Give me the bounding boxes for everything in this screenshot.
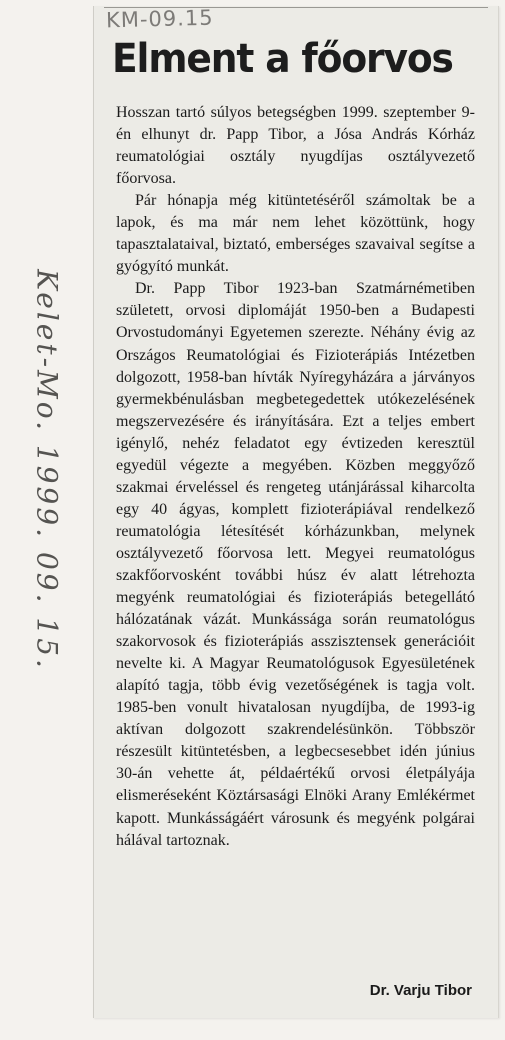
article-paragraph-2: Pár hónapja még kitüntetéséről számoltak be a lapok, és ma már nem lehet közöttünk, hogy tapasztalataival, biztató, emberséges szavaival segítse a gyógyító munkát. (116, 192, 475, 276)
article-author: Dr. Varju Tibor (369, 982, 472, 999)
newspaper-clipping (93, 6, 499, 1018)
archive-code: KM-09.15 (105, 5, 214, 33)
article-headline: Elment a főorvos (112, 36, 453, 82)
margin-note-text: Kelet-Mo. 1999. 09. 15. (30, 269, 64, 671)
article-paragraph-1: Hosszan tartó súlyos betegségben 1999. szeptember 9-én elhunyt dr. Papp Tibor, a Jósa András Kórház reumatológiai osztály nyugdíjas osztályvezető főorvosa. (116, 104, 475, 188)
article-paragraph-3: Dr. Papp Tibor 1923-ban Szatmárnémetiben született, orvosi diplomáját 1950-ben a Budapesti Orvostudományi Egyetemen szerezte. Néhány évig az Országos Reumatológiai és Fizioterápiás Intézetben dolgozott, 1958-ban hívták Nyíregyházára a járványos gyermekbénulásban megbetegedettek utókezelésének megszervezésére és irányítására. Ezt a teljes embert igénylő, nehéz feladatot egy évtizeden keresztül egyedül végezte a megyében. Közben meggyőző szakmai érveléssel és rengeteg utánjárással kiharcolta egy 40 ágyas, komplett fizioterápiával rendelkező reumatológia létesítését kórházunkban, melynek osztályvezető főorvosa lett. Megyei reumatológus szakfőorvosként további húsz év alatt létrehozta megyénk reumatológiai és fizioterápiás betegellátó hálózatának vázát. Munkássága során reumatológus szakorvosok és fizioterápiás asszisztensek generációit nevelte ki. A Magyar Reumatológusok Egyesületének alapító tagja, több évig vezetőségének is tagja volt. 1985-ben vonult hivatalosan nyugdíjba, de 1993-ig aktívan dolgozott szakrendelésünkön. Többször részesült kitüntetésben, a legbecsesebbet idén június 30-án vehette át, példaértékű orvosi életpályája elismeréseként Köztársasági Elnöki Arany Emlékérmet kapott. Munkásságáért városunk és megyénk polgárai hálával tartoznak. (116, 280, 475, 849)
article-body (116, 102, 475, 852)
handwritten-margin-note (22, 250, 72, 690)
